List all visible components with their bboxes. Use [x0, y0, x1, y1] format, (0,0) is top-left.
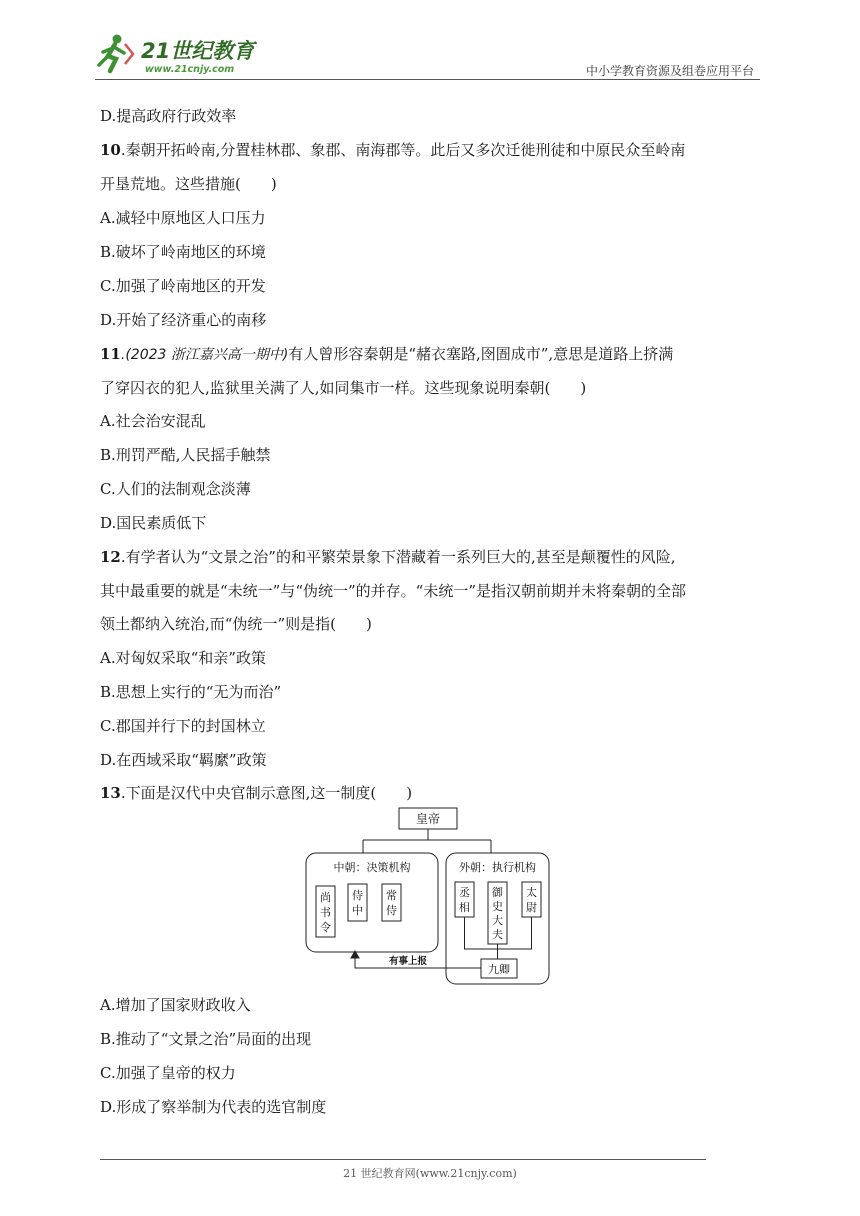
question-number-12: 12 — [100, 548, 121, 566]
option-13a: A.增加了国家财政收入 — [100, 996, 251, 1014]
question-12-line-1 — [100, 547, 676, 567]
report-label: 有事上报 — [388, 956, 428, 967]
shangshu-char-1: 尚 — [320, 891, 331, 904]
option-11d: D.国民素质低下 — [100, 514, 207, 532]
han-official-system-diagram — [303, 806, 553, 988]
option-9d: D.提高政府行政效率 — [100, 107, 237, 125]
option-10a: A.减轻中原地区人口压力 — [100, 209, 266, 227]
option-12a: A.对匈奴采取“和亲”政策 — [100, 649, 266, 667]
footer-divider — [100, 1159, 706, 1160]
option-12d: D.在西域采取“羁縻”政策 — [100, 751, 267, 769]
question-10-line-1 — [100, 140, 685, 160]
question-10-stem-2: 开垦荒地。这些措施( ) — [100, 175, 277, 193]
changshi-char-2: 侍 — [386, 904, 397, 917]
taiwei-char-2: 尉 — [526, 901, 537, 914]
runner-icon — [99, 35, 133, 72]
option-11c: C.人们的法制观念淡薄 — [100, 480, 251, 498]
emperor-label: 皇帝 — [415, 812, 441, 826]
question-number-11: 11 — [100, 345, 121, 363]
option-10d: D.开始了经济重心的南移 — [100, 311, 267, 329]
question-12-stem-3: 领土都纳入统治,而“伪统一”则是指( ) — [100, 615, 372, 633]
option-12c: C.郡国并行下的封国林立 — [100, 717, 266, 735]
option-13c: C.加强了皇帝的权力 — [100, 1064, 236, 1082]
question-number-13: 13 — [100, 784, 121, 802]
question-number-10: 10 — [100, 141, 121, 159]
changshi-char-1: 常 — [386, 889, 397, 902]
inner-court-label: 中朝：决策机构 — [333, 861, 411, 874]
logo-url: www.21cnjy.com — [145, 64, 235, 75]
shangshu-char-2: 书 — [320, 906, 331, 919]
shizhong-char-1: 侍 — [352, 889, 363, 902]
chengxiang-char-1: 丞 — [459, 886, 470, 899]
yushi-char-1: 御 — [492, 886, 503, 899]
question-12-stem-2: 其中最重要的就是“未统一”与“伪统一”的并存。“未统一”是指汉朝前期并未将秦朝的全部 — [100, 582, 687, 600]
question-11-line-1 — [100, 344, 673, 365]
page-header — [95, 32, 760, 80]
emperor-connector — [363, 829, 491, 853]
option-11b: B.刑罚严酷,人民摇手触禁 — [100, 446, 271, 464]
footer-text: 21 世纪教育网(www.21cnjy.com) — [343, 1167, 517, 1180]
platform-title: 中小学教育资源及组卷应用平台 — [585, 64, 754, 78]
option-10c: C.加强了岭南地区的开发 — [100, 277, 266, 295]
question-11-stem-1: 有人曾形容秦朝是“赭衣塞路,囹圄成市”,意思是道路上挤满 — [288, 345, 674, 363]
option-12b: B.思想上实行的“无为而治” — [100, 683, 282, 701]
shangshu-char-3: 令 — [320, 921, 331, 934]
option-11a: A.社会治安混乱 — [100, 412, 206, 430]
header-divider — [95, 79, 760, 80]
question-10-stem-1: .秦朝开拓岭南,分置桂林郡、象郡、南海郡等。此后又多次迁徙刑徒和中原民众至岭南 — [120, 141, 686, 159]
option-13d: D.形成了察举制为代表的选官制度 — [100, 1098, 327, 1116]
option-13b: B.推动了“文景之治”局面的出现 — [100, 1030, 312, 1048]
yushi-char-3: 大 — [492, 914, 503, 927]
option-10b: B.破坏了岭南地区的环境 — [100, 243, 266, 261]
outer-court-label: 外朝：执行机构 — [459, 861, 536, 874]
question-13-stem-1: .下面是汉代中央官制示意图,这一制度( ) — [120, 784, 413, 802]
jiuqing-label: 九卿 — [488, 963, 510, 976]
yushi-char-4: 夫 — [492, 928, 503, 941]
question-11-stem-2: 了穿囚衣的犯人,监狱里关满了人,如同集市一样。这些现象说明秦朝( ) — [100, 379, 587, 397]
question-12-stem-1: .有学者认为“文景之治”的和平繁荣景象下潜藏着一系列巨大的,甚至是颠覆性的风险, — [120, 548, 676, 566]
shizhong-char-2: 中 — [352, 904, 363, 917]
question-13-line-1 — [100, 783, 412, 803]
taiwei-char-1: 太 — [526, 886, 537, 899]
chengxiang-char-2: 相 — [459, 901, 470, 914]
logo-text: 21世纪教育 — [141, 39, 255, 63]
logo — [95, 32, 265, 76]
yushi-char-2: 史 — [492, 900, 503, 913]
question-11-source: .(2023 浙江嘉兴高一期中) — [120, 347, 289, 363]
